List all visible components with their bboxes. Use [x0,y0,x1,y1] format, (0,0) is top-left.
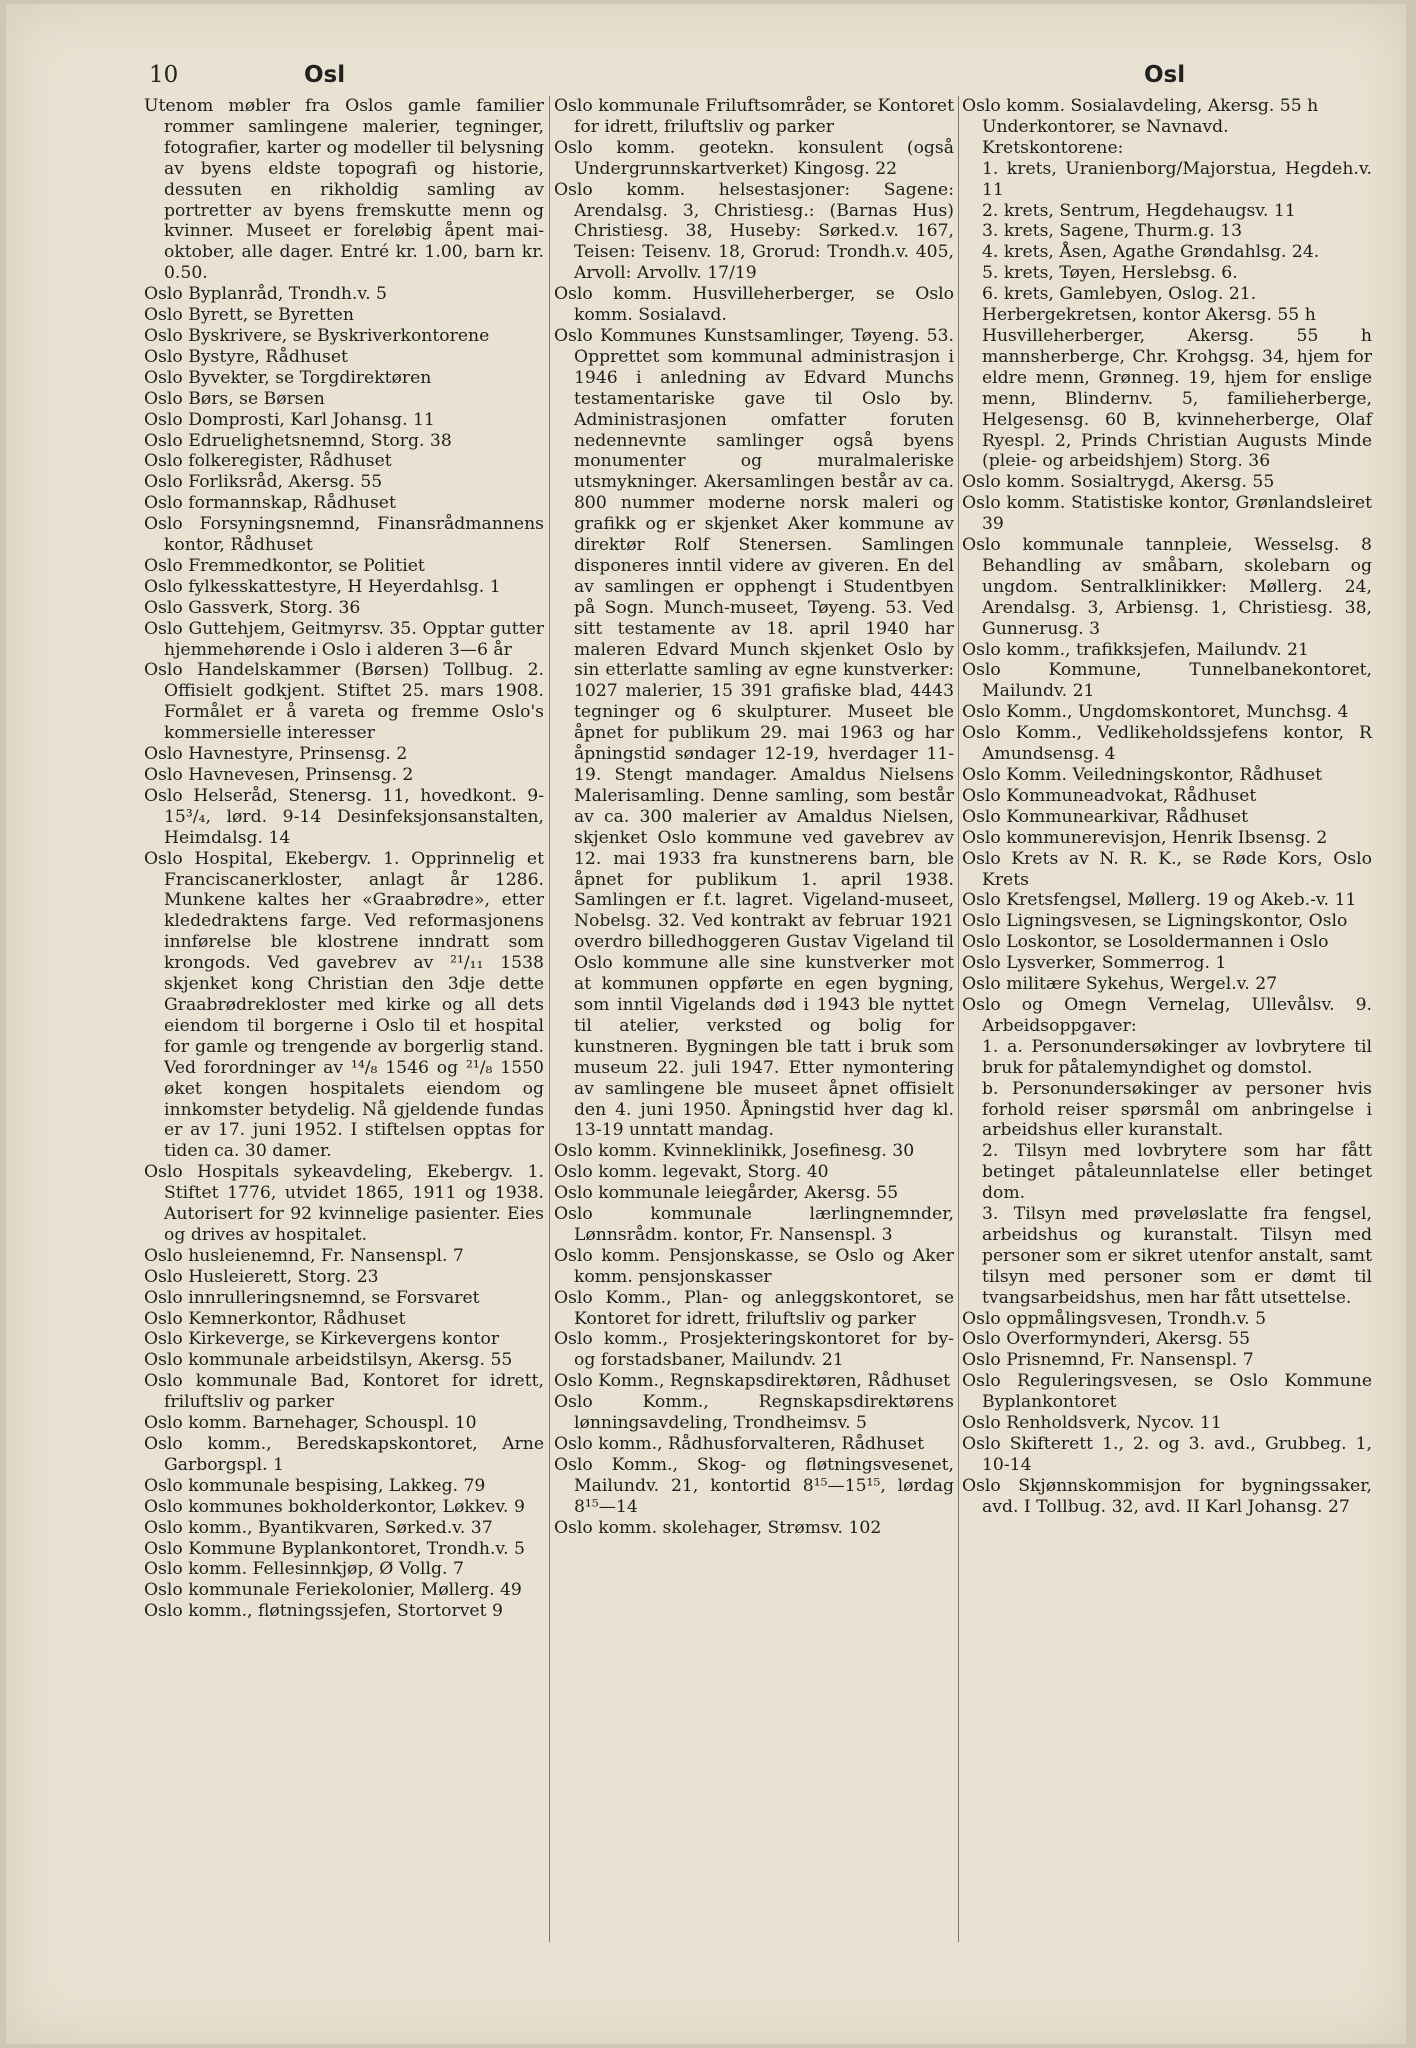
directory-entry: Oslo komm., Byantikvaren, Sørked.v. 37 [144,1517,493,1538]
directory-entry: Oslo Komm., Regnskapsdirektøren, Rådhuset [554,1371,950,1392]
sub-entry: 1. a. Personundersøkinger av lovbrytere til bruk for påtalemyndighet og domstol. [982,1036,1372,1078]
directory-entry: Utenom møbler fra Oslos gamle familier rommer samlingene malerier, tegninger, fotografier, karter og modeller til belysning av byens eldste topografi og historie, dessuten en rikholdig samling av portretter av byens fremskutte menn og kvinner. Museet er foreløbig åpent mai-oktober, alle dager. Entré kr. 1.00, barn kr. 0.50. [144,96,544,284]
directory-entry: Oslo Hospital, Ekebergv. 1. Opprinnelig et Franciscanerkloster, anlagt år 1286. Munkene kaltes her «Graabrødre», etter klededraktens farge. Ved reformasjonens innførelse ble klostrene inndratt som krongods. Ved gavebrev av ²¹/₁₁ 1538 skjenket kong Christian den 3dje dette Graabrødrekloster med kirke og all dets eiendom til borgerne i Oslo til et hospital for gamle og trengende av borgerlig stand. Ved forordninger av ¹⁴/₈ 1546 og ²¹/₈ 1550 øket kongen hospitalets eiendom og innkomster betydelig. Nå gjeldende fundas er av 17. juni 1952. I stiftelsen opptas for tiden ca. 30 damer. [144,848,544,1162]
sub-entry: 6. krets, Gamlebyen, Oslog. 21. [982,284,1257,305]
directory-entry: Oslo kommunerevisjon, Henrik Ibsensg. 2 [962,827,1328,848]
directory-entry: Oslo Fremmedkontor, se Politiet [144,555,425,576]
directory-entry: Oslo Kemnerkontor, Rådhuset [144,1308,406,1329]
directory-entry: Oslo kommunes bokholderkontor, Løkkev. 9 [144,1496,525,1517]
directory-entry: Oslo komm. Statistiske kontor, Grønlandsleiret 39 [962,493,1372,535]
column-1 [144,96,544,1622]
directory-entry: Oslo komm. Barnehager, Schouspl. 10 [144,1413,477,1434]
directory-entry: Oslo Prisnemnd, Fr. Nansenspl. 7 [962,1350,1254,1371]
directory-entry: Oslo Byplanråd, Trondh.v. 5 [144,284,387,305]
sub-entry: 2. Tilsyn med lovbrytere som har fått betinget påtaleunnlatelse eller betinget dom. [982,1141,1372,1204]
directory-entry: Oslo Helseråd, Stenersg. 11, hovedkont. 9-15³/₄, lørd. 9-14 Desinfeksjonsanstalten, Heimdalsg. 14 [144,785,544,848]
directory-entry: Oslo kommunale Bad, Kontoret for idrett, friluftsliv og parker [144,1371,544,1413]
directory-entry: Oslo Skjønnskommisjon for bygningssaker, avd. I Tollbug. 32, avd. II Karl Johansg. 27 [962,1475,1372,1517]
directory-entry: Oslo Kommune Byplankontoret, Trondh.v. 5 [144,1538,525,1559]
running-head-left: Osl [304,62,346,88]
sub-entry: b. Personundersøkinger av personer hvis forhold reiser spørsmål om anbringelse i arbeidshus eller kuranstalt. [982,1078,1372,1141]
directory-entry: Oslo Overformynderi, Akersg. 55 [962,1329,1251,1350]
directory-entry: Oslo fylkesskattestyre, H Heyerdahlsg. 1 [144,576,501,597]
directory-entry: Oslo Kommunes Kunstsamlinger, Tøyeng. 53. Opprettet som kommunal administrasjon i 1946 i anledning av Edvard Munchs testamentariske gave til Oslo by. Administrasjonen omfatter foruten nedennevnte samlinger også byens monumenter og muralmaleriske utsmykninger. Akersamlingen består av ca. 800 nummer moderne norsk maleri og grafikk og er skjenket Aker kommune av direktør Rolf Stenersen. Samlingen disponeres inntil videre av giveren. En del av samlingen er opphengt i Studentbyen på Sogn. Munch-museet, Tøyeng. 53. Ved sitt testamente av 18. april 1940 har maleren Edvard Munch skjenket Oslo by sin etterlatte samling av egne kunstverker: 1027 malerier, 15 391 grafiske blad, 4443 tegninger og 6 skulpturer. Museet ble åpnet for publikum 29. mai 1963 og har åpningstid søndager 12-19, hverdager 11-19. Stengt mandager. Amaldus Nielsens Malerisamling. Denne samling, som består av ca. 300 malerier av Amaldus Nielsen, skjenket Oslo kommune ved gavebrev av 12. mai 1933 fra kunstnerens barn, ble åpnet for publikum 1. april 1938. Samlingen er f.t. lagret. Vigeland-museet, Nobelsg. 32. Ved kontrakt av februar 1921 overdro billedhoggeren Gustav Vigeland til Oslo kommune alle sine kunstverker mot at kommunen oppførte en egen bygning, som inntil Vigelands død i 1943 ble nyttet til atelier, verksted og bolig for kunstneren. Bygningen ble tatt i bruk som museum 22. juli 1947. Etter nymontering av samlingene ble museet åpnet offisielt den 4. juni 1950. Åpningstid hver dag kl. 13-19 unntatt mandag. [554,325,954,1141]
directory-entry: Oslo Handelskammer (Børsen) Tollbug. 2. Offisielt godkjent. Stiftet 25. mars 1908. Formålet er å vareta og fremme Oslo's kommersielle interesser [144,660,544,744]
directory-entry: Oslo komm., Rådhusforvalteren, Rådhuset [554,1434,924,1454]
sub-entry: 2. krets, Sentrum, Hegdehaugsv. 11 [982,200,1296,221]
directory-entry: Oslo komm. geotekn. konsulent (også Undergrunnskartverket) Kingosg. 22 [554,137,954,179]
directory-entry: Oslo Loskontor, se Losoldermannen i Oslo [962,932,1329,953]
directory-entry: Oslo komm. Kvinneklinikk, Josefinesg. 30 [554,1141,915,1162]
directory-entry: Oslo kommunale bespising, Lakkeg. 79 [144,1475,486,1496]
sub-entry: Husvilleherberger, Akersg. 55 h mannsherberge, Chr. Krohgsg. 34, hjem for eldre menn, Grønneg. 19, hjem for enslige menn, Blindernv. 5, familieherberge, Helgesensg. 60 B, kvinneherberge, Olaf Ryespl. 2, Prinds Christian Augusts Minde (pleie- og arbeidshjem) Storg. 36 [982,325,1372,472]
directory-entry: Oslo komm. Husvilleherberger, se Oslo komm. Sosialavd. [554,284,954,326]
sub-entry: 1. krets, Uranienborg/Majorstua, Hegdeh.v. 11 [982,158,1372,200]
directory-entry: Oslo oppmålingsvesen, Trondh.v. 5 [962,1308,1267,1329]
directory-entry: Oslo komm., Beredskapskontoret, Arne Garborgspl. 1 [144,1434,544,1475]
directory-entry: Oslo Kretsfengsel, Møllerg. 19 og Akeb.-v. 11 [962,890,1357,911]
directory-entry: Oslo Forliksråd, Akersg. 55 [144,472,383,493]
sub-entry: 3. krets, Sagene, Thurm.g. 13 [982,221,1243,242]
directory-entry: Oslo Reguleringsvesen, se Oslo Kommune Byplankontoret [962,1371,1372,1413]
directory-entry: Oslo Komm., Plan- og anleggskontoret, se Kontoret for idrett, friluftsliv og parker [554,1287,954,1329]
directory-entry: Oslo Guttehjem, Geitmyrsv. 35. Opptar gutter hjemmehørende i Oslo i alderen 3—6 år [144,618,544,660]
directory-entry: Oslo Byskrivere, se Byskriverkontorene [144,325,490,346]
directory-entry: Oslo Komm., Vedlikeholdssjefens kontor, R Amundsensg. 4 [962,723,1372,765]
directory-entry: Oslo kommunale Friluftsområder, se Kontoret for idrett, friluftsliv og parker [554,96,954,137]
sub-entry: 5. krets, Tøyen, Herslebsg. 6. [982,263,1238,284]
page-number: 10 [149,62,179,88]
directory-entry: Oslo Husleierett, Storg. 23 [144,1266,379,1287]
column-divider [549,96,550,1942]
directory-entry: Oslo Bystyre, Rådhuset [144,346,348,367]
column-2 [554,96,954,1539]
directory-entry: Oslo husleienemnd, Fr. Nansenspl. 7 [144,1245,464,1266]
directory-entry: Oslo Ligningsvesen, se Ligningskontor, Oslo [962,911,1348,932]
directory-entry: Oslo komm. helsestasjoner: Sagene: Arendalsg. 3, Christiesg.: (Barnas Hus) Christiesg. 38, Huseby: Sørked.v. 167, Teisen: Teisenv. 18, Grorud: Trondh.v. 405, Arvoll: Arvollv. 17/19 [554,179,954,284]
sub-entry: Underkontorer, se Navnavd. [982,116,1229,137]
directory-entry: Oslo Gassverk, Storg. 36 [144,597,361,618]
directory-entry: Oslo folkeregister, Rådhuset [144,451,392,472]
directory-entry: Oslo Edruelighetsnemnd, Storg. 38 [144,430,452,451]
directory-entry: Oslo komm., trafikksjefen, Mailundv. 21 [962,639,1309,660]
directory-entry: Oslo Byvekter, se Torgdirektøren [144,367,432,388]
directory-entry: Oslo Krets av N. R. K., se Røde Kors, Oslo Krets [962,848,1372,890]
directory-entry: Oslo komm. Sosialavdeling, Akersg. 55 h [962,96,1319,116]
directory-entry: Oslo kommunale tannpleie, Wesselsg. 8 Behandling av småbarn, skolebarn og ungdom. Sentralklinikker: Møllerg. 24, Arendalsg. 3, Arbiensg. 1, Christiesg. 38, Gunnerusg. 3 [962,535,1372,639]
directory-entry: Oslo komm. Fellesinnkjøp, Ø Vollg. 7 [144,1559,464,1580]
directory-entry: Oslo Hospitals sykeavdeling, Ekebergv. 1. Stiftet 1776, utvidet 1865, 1911 og 1938. Autorisert for 92 kvinnelige pasienter. Eies og drives av hospitalet. [144,1162,544,1245]
directory-entry: Oslo komm., Prosjekteringskontoret for by- og forstadsbaner, Mailundv. 21 [554,1329,954,1371]
directory-entry: Oslo Havnevesen, Prinsensg. 2 [144,765,414,785]
directory-entry: Oslo kommunale Feriekolonier, Møllerg. 49 [144,1580,522,1601]
directory-entry: Oslo Komm., Regnskapsdirektørens lønningsavdeling, Trondheimsv. 5 [554,1392,954,1434]
directory-entry: Oslo Komm. Veiledningskontor, Rådhuset [962,765,1323,785]
directory-entry: Oslo militære Sykehus, Wergel.v. 27 [962,974,1278,995]
directory-entry: Oslo Kommuneadvokat, Rådhuset [962,785,1257,806]
column-divider [958,96,959,1942]
directory-entry: Oslo Kommunearkivar, Rådhuset [962,806,1249,827]
directory-entry: Oslo Komm., Skog- og fløtningsvesenet, Mailundv. 21, kontortid 8¹⁵—15¹⁵, lørdag 8¹⁵—14 [554,1454,954,1517]
directory-entry: Oslo kommunale lærlingnemnder, Lønnsrådm. kontor, Fr. Nansenspl. 3 [554,1204,954,1245]
directory-entry: Oslo komm. skolehager, Strømsv. 102 [554,1517,882,1538]
directory-entry: Oslo Kirkeverge, se Kirkevergens kontor [144,1329,500,1350]
running-head-right: Osl [1144,62,1186,88]
directory-entry: Oslo innrulleringsnemnd, se Forsvaret [144,1287,480,1308]
directory-entry: Oslo kommunale leiegårder, Akersg. 55 [554,1183,899,1204]
directory-entry: Oslo kommunale arbeidstilsyn, Akersg. 55 [144,1350,513,1371]
directory-entry: Oslo Havnestyre, Prinsensg. 2 [144,744,408,765]
directory-entry: Oslo komm. Pensjonskasse, se Oslo og Aker komm. pensjonskasser [554,1245,954,1287]
directory-entry: Oslo komm. legevakt, Storg. 40 [554,1162,829,1183]
directory-entry: Oslo Byrett, se Byretten [144,305,354,326]
directory-entry: Oslo Lysverker, Sommerrog. 1 [962,953,1227,974]
directory-entry: Oslo Renholdsverk, Nycov. 11 [962,1413,1222,1434]
directory-entry: Oslo formannskap, Rådhuset [144,493,396,514]
directory-entry: Oslo Kommune, Tunnelbanekontoret, Mailundv. 21 [962,660,1372,702]
sub-entry: Kretskontorene: [982,137,1124,158]
column-3 [962,96,1372,1518]
directory-entry: Oslo og Omegn Vernelag, Ullevålsv. 9. Arbeidsoppgaver: [962,994,1372,1036]
directory-entry: Oslo Skifterett 1., 2. og 3. avd., Grubbeg. 1, 10-14 [962,1434,1372,1475]
directory-entry: Oslo komm. Sosialtrygd, Akersg. 55 [962,472,1275,493]
directory-entry: Oslo Komm., Ungdomskontoret, Munchsg. 4 [962,702,1349,723]
sub-entry: 4. krets, Åsen, Agathe Grøndahlsg. 24. [982,242,1320,263]
directory-entry: Oslo komm., fløtningssjefen, Stortorvet 9 [144,1601,503,1622]
directory-entry: Oslo Forsyningsnemnd, Finansrådmannens kontor, Rådhuset [144,514,544,556]
directory-entry: Oslo Børs, se Børsen [144,388,325,409]
sub-entry: 3. Tilsyn med prøveløslatte fra fengsel, arbeidshus og kuranstalt. Tilsyn med personer som er sikret utenfor anstalt, samt tilsyn med personer som er dømt til tvangsarbeidshus, men har fått utsettelse. [982,1204,1372,1308]
sub-entry: Herbergekretsen, kontor Akersg. 55 h [982,305,1316,326]
directory-entry: Oslo Domprosti, Karl Johansg. 11 [144,409,435,430]
